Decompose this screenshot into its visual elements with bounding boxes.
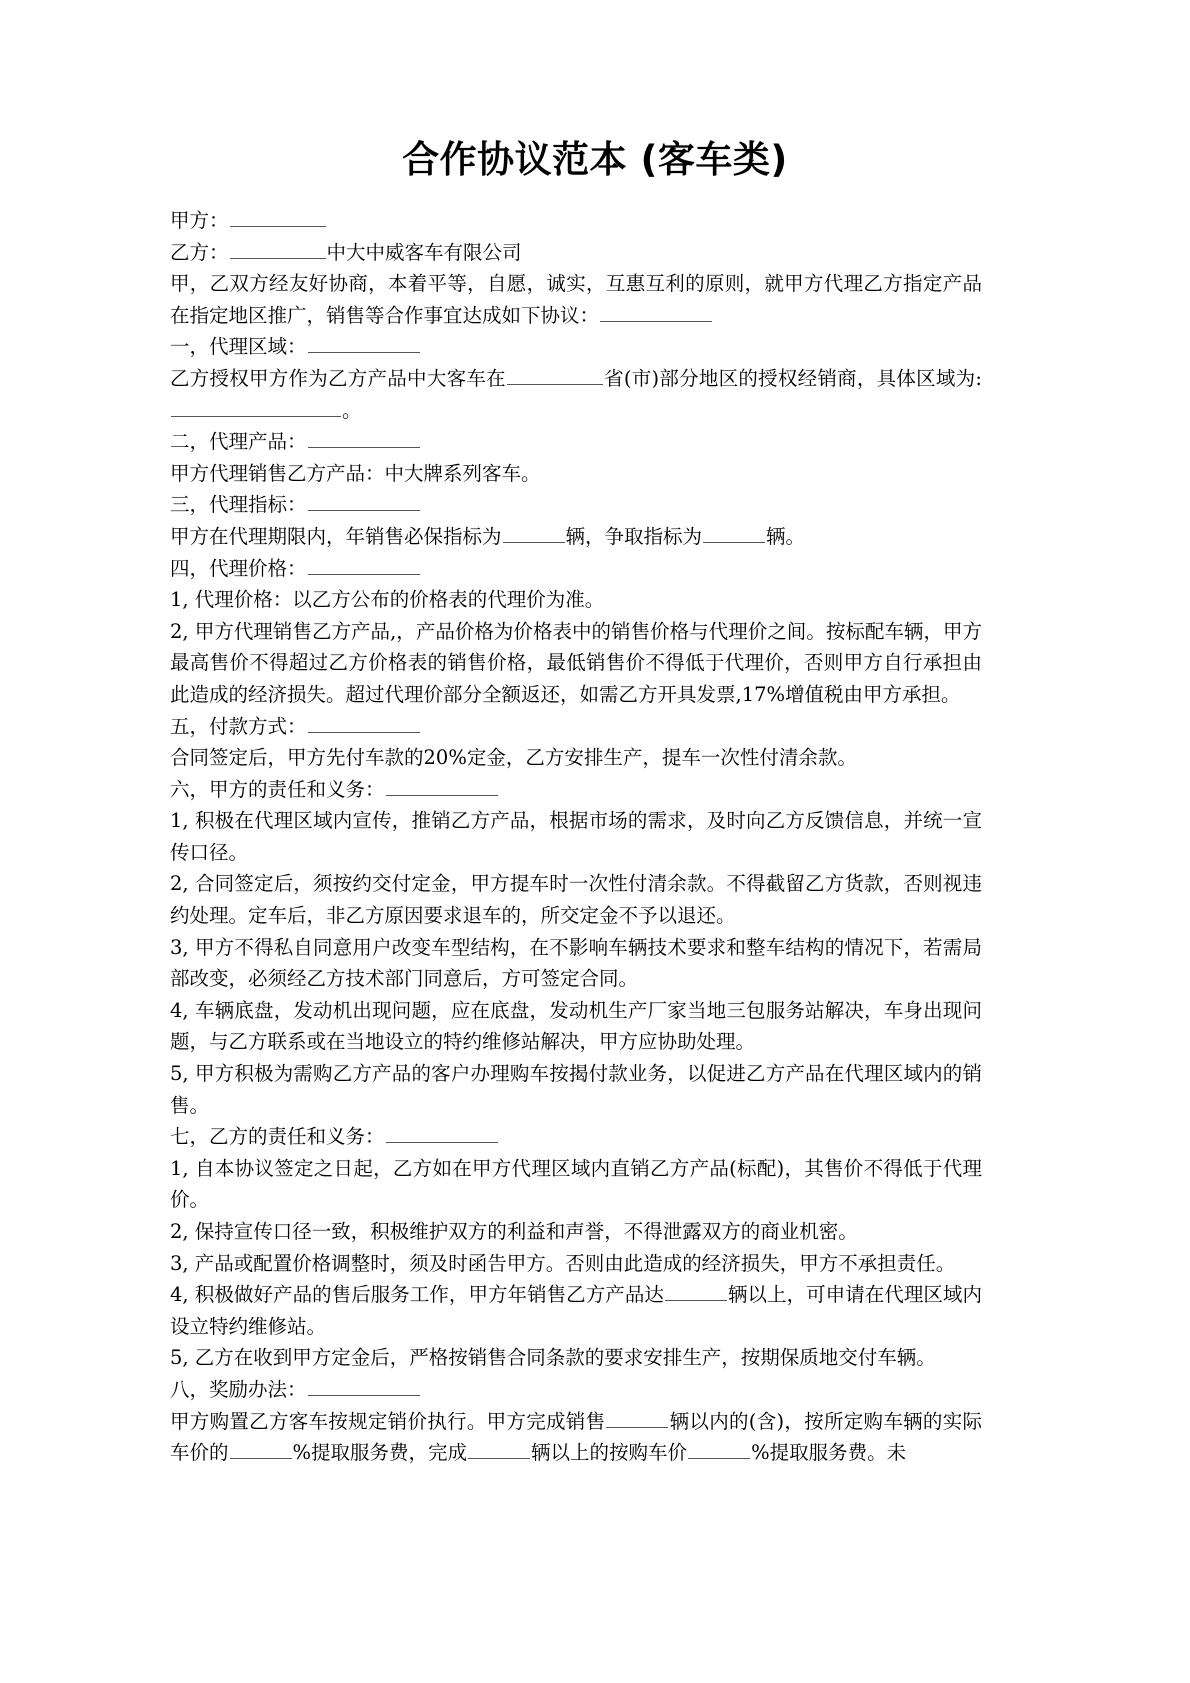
section-5-heading [170,711,982,743]
section-6-item-2-text: 2, 合同签定后，须按约交付定金，甲方提车时一次性付清余款。不得截留乙方货款，否则视违约处理。定车后，非乙方原因要求退车的，所交定金不予以退还。 [170,872,982,928]
section-2-heading-blank[interactable] [308,427,420,448]
section-6-item-2 [170,868,982,931]
section-3-heading-text: 三，代理指标： [170,493,307,517]
section-5-heading-blank[interactable] [308,711,420,732]
section-7-heading-blank[interactable] [386,1122,498,1143]
section-7-item-5-text: 5, 乙方在收到甲方定金后，严格按销售合同条款的要求安排生产，按期保质地交付车辆。 [170,1346,936,1370]
section-6-item-3-text: 3, 甲方不得私自同意用户改变车型结构，在不影响车辆技术要求和整车结构的情况下，若需局部改变，必须经乙方技术部门同意后，方可签定合同。 [170,935,982,991]
section-4-item-1-text: 1, 代理价格：以乙方公布的价格表的代理价为准。 [170,588,605,612]
section-8-heading [170,1374,982,1406]
page-title: 合作协议范本 (客车类) [402,138,788,181]
section-1-heading-blank[interactable] [308,332,420,353]
section-2-heading-text: 二，代理产品： [170,430,307,454]
party-b-line [170,237,982,269]
section-8-percent-blank-1[interactable] [230,1438,292,1459]
section-8-units-blank-1[interactable] [606,1406,668,1427]
section-7-item-4-part-a: 4, 积极做好产品的售后服务工作，甲方年销售乙方产品达 [170,1283,664,1307]
section-1-body [170,363,982,426]
section-7-item-3 [170,1248,982,1280]
party-a-label: 甲方： [170,209,229,232]
section-5-heading-text: 五，付款方式： [170,714,307,738]
section-3-target-blank-2[interactable] [703,521,765,542]
section-8-heading-text: 八，奖励办法： [170,1377,307,1401]
section-3-body-part-a: 甲方在代理期限内，年销售必保指标为 [170,524,502,548]
section-1-heading [170,331,982,363]
section-6-item-4 [170,995,982,1058]
section-7-item-2 [170,1216,982,1248]
section-4-heading-text: 四，代理价格： [170,556,307,580]
preamble-paragraph [170,268,982,331]
section-7-item-1 [170,1153,982,1216]
section-8-body [170,1406,982,1469]
section-4-item-2-text: 2, 甲方代理销售乙方产品,，产品价格为价格表中的销售价格与代理价之间。按标配车辆，甲方最高售价不得超过乙方价格表的销售价格，最低销售价不得低于代理价，否则甲方自行承担由此造成的经济损失。超过代理价部分全额返还，如需乙方开具发票,17%增值税由甲方承担。 [170,619,982,706]
section-6-heading-text: 六，甲方的责任和义务： [170,777,385,801]
section-2-body-text: 甲方代理销售乙方产品：中大牌系列客车。 [170,461,541,485]
section-7-item-4-part-b: 辆以上，可申请在代理区域内设立特约维修站。 [170,1283,982,1338]
section-7-heading-text: 七，乙方的责任和义务： [170,1125,385,1149]
section-8-heading-blank[interactable] [308,1375,420,1396]
section-6-item-5-text: 5, 甲方积极为需购乙方产品的客户办理购车按揭付款业务，以促进乙方产品在代理区域内的销售。 [170,1062,982,1117]
document-body [170,205,982,1469]
section-3-target-blank-1[interactable] [503,521,565,542]
section-7-item-2-text: 2, 保持宣传口径一致，积极维护双方的利益和声誉，不得泄露双方的商业机密。 [170,1220,858,1243]
section-7-item-4-blank[interactable] [665,1280,727,1301]
section-3-heading-blank[interactable] [308,490,420,511]
section-6-heading [170,774,982,806]
section-1-heading-text: 一，代理区域： [170,335,307,359]
party-a-blank[interactable] [230,206,326,227]
party-a-line [170,205,982,237]
section-2-heading [170,426,982,458]
section-2-body [170,458,982,490]
section-7-item-1-text: 1, 自本协议签定之日起，乙方如在甲方代理区域内直销乙方产品(标配)，其售价不得低于代理价。 [170,1156,982,1212]
section-8-body-part-a: 甲方购置乙方客车按规定销价执行。甲方完成销售 [170,1409,606,1433]
party-b-blank[interactable] [230,237,326,258]
section-4-item-1 [170,584,982,616]
section-1-body-part-b: 省(市)部分地区的授权经销商，具体区域为: [603,366,982,390]
section-3-body [170,521,982,553]
section-3-body-part-c: 辆。 [766,524,806,548]
party-b-label: 乙方： [170,240,229,264]
section-3-heading [170,489,982,521]
section-8-body-part-b: 辆以内的(含)，按所定购车辆的实际车价的 [170,1409,982,1465]
section-4-heading-blank[interactable] [308,553,420,574]
section-6-item-1 [170,805,982,868]
section-7-item-5 [170,1342,982,1374]
section-6-item-4-text: 4, 车辆底盘，发动机出现问题，应在底盘，发动机生产厂家当地三包服务站解决，车身出现问题，与乙方联系或在当地设立的特约维修站解决，甲方应协助处理。 [170,998,982,1054]
section-1-body-part-a: 乙方授权甲方作为乙方产品中大客车在 [170,366,506,390]
section-7-heading [170,1121,982,1153]
party-b-company: 中大中威客车有限公司 [326,240,522,264]
section-8-percent-blank-2[interactable] [688,1438,750,1459]
section-8-body-part-c: %提取服务费，完成 [292,1441,468,1465]
section-5-body-text: 合同签定后，甲方先付车款的20%定金，乙方安排生产，提车一次性付清余款。 [170,746,857,770]
section-3-body-part-b: 辆，争取指标为 [565,524,703,548]
section-6-item-1-text: 1, 积极在代理区域内宣传，推销乙方产品，根据市场的需求，及时向乙方反馈信息，并统一宣传口径。 [170,809,982,864]
section-8-body-part-e: %提取服务费。未 [751,1441,907,1465]
section-6-item-3 [170,932,982,995]
section-1-area-blank[interactable] [171,395,341,416]
section-1-province-blank[interactable] [507,364,603,385]
section-1-body-part-c: 。 [342,398,362,422]
section-8-units-blank-2[interactable] [468,1438,530,1459]
preamble-blank[interactable] [600,300,712,321]
section-6-item-5 [170,1058,982,1121]
preamble-text: 甲，乙双方经友好协商，本着平等，自愿，诚实，互惠互利的原则，就甲方代理乙方指定产品在指定地区推广，销售等合作事宜达成如下协议： [170,272,982,327]
section-4-item-2 [170,616,982,711]
section-5-body [170,742,982,774]
section-7-item-3-text: 3, 产品或配置价格调整时，须及时函告甲方。否则由此造成的经济损失，甲方不承担责任。 [170,1251,956,1275]
section-6-heading-blank[interactable] [386,774,498,795]
section-8-body-part-d: 辆以上的按购车价 [531,1441,688,1465]
section-7-item-4 [170,1279,982,1342]
section-4-heading [170,553,982,585]
